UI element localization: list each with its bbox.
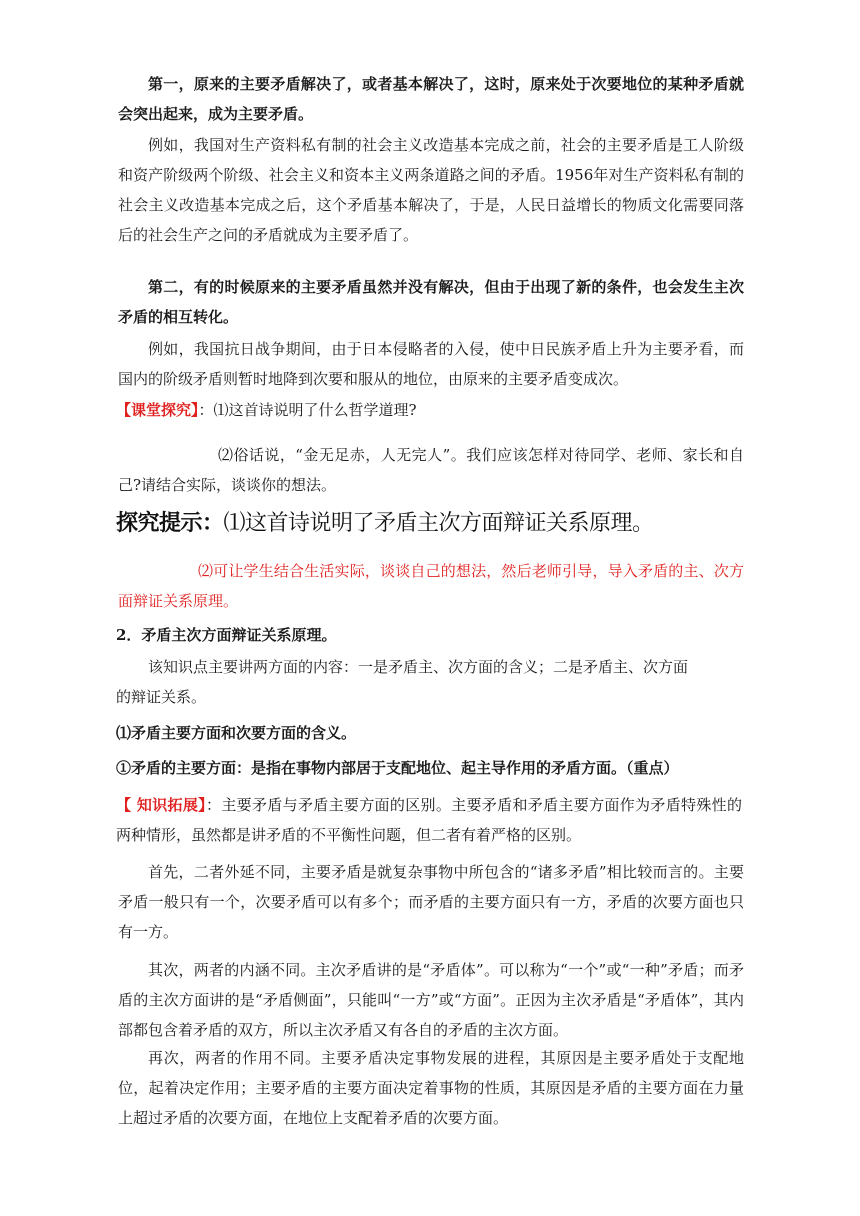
inquiry-hint-label: 探究提示： bbox=[116, 511, 224, 536]
paragraph-example-2: 例如，我国抗日战争期间，由于日本侵略者的入侵，使中日民族矛盾上升为主要矛看，而国内的阶级矛盾则暂时地降到次要和服从的地位，由原来的主要矛盾变成次。 bbox=[118, 340, 744, 388]
section-2-heading: 2．矛盾主次方面辩证关系原理。 bbox=[116, 626, 337, 644]
paragraph-first-case: 第一，原来的主要矛盾解决了，或者基本解决了，这时，原来处于次要地位的某种矛盾就会突出起来，成为主要矛盾。 bbox=[118, 75, 744, 123]
knowledge-extension-label: 【 知识拓展】 bbox=[116, 796, 206, 814]
paragraph-example-1: 例如，我国对生产资料私有制的社会主义改造基本完成之前，社会的主要矛盾是工人阶级和资产阶级两个阶级、社会主义和资本主义两条道路之间的矛盾。1956年对生产资料私有制的社会主义改造基本完成之后，这个矛盾基本解决了，于是，人民日益增长的物质文化需要同落后的社会生产之问的矛盾就成为主要矛盾了。 bbox=[118, 136, 744, 244]
classroom-inquiry bbox=[116, 395, 742, 425]
section-2-desc-line1: 该知识点主要讲两方面的内容：一是矛盾主、次方面的含义；二是矛盾主、次方面 bbox=[148, 658, 689, 676]
classroom-inquiry-label: 【课堂探究】 bbox=[116, 401, 199, 419]
classroom-inquiry-q2: ⑵俗话说，“金无足赤，人无完人”。我们应该怎样对待同学、老师、家长和自己?请结合实际，谈谈你的想法。 bbox=[118, 446, 744, 494]
knowledge-extension-text: ：主要矛盾与矛盾主要方面的区别。主要矛盾和矛盾主要方面作为矛盾特殊性的两种情形，虽然都是讲矛盾的不平衡性问题，但二者有着严格的区别。 bbox=[116, 796, 742, 844]
subsection-1-heading: ⑴矛盾主要方面和次要方面的含义。 bbox=[116, 724, 357, 742]
paragraph-secondly: 其次，两者的内涵不同。主次矛盾讲的是“矛盾体”。可以称为“一个”或“一种”矛盾；而矛盾的主次方面讲的是“矛盾侧面”，只能叫“一方”或“方面”。正因为主次矛盾是“矛盾体”，其内部都包含着矛盾的双方，所以主次矛盾又有各自的矛盾的主次方面。 bbox=[118, 961, 744, 1039]
paragraph-firstly: 首先，二者外延不同，主要矛盾是就复杂事物中所包含的“诸多矛盾”相比较而言的。主要矛盾一般只有一个，次要矛盾可以有多个；而矛盾的主要方面只有一方，矛盾的次要方面也只有一方。 bbox=[118, 863, 744, 941]
inquiry-hint-1: ⑴这首诗说明了矛盾主次方面辩证关系原理。 bbox=[223, 511, 654, 536]
inquiry-hint-2: ⑵可让学生结合生活实际，谈谈自己的想法，然后老师引导，导入矛盾的主、次方面辩证关系原理。 bbox=[118, 562, 744, 610]
inquiry-hint bbox=[116, 509, 654, 539]
section-2-desc-line2: 的辩证关系。 bbox=[116, 688, 207, 706]
classroom-inquiry-q1: ：⑴这首诗说明了什么哲学道理? bbox=[198, 401, 417, 419]
knowledge-extension bbox=[116, 790, 742, 850]
paragraph-thirdly: 再次，两者的作用不同。主要矛盾决定事物发展的进程，其原因是主要矛盾处于支配地位，起着决定作用；主要矛盾的主要方面决定着事物的性质，其原因是矛盾的主要方面在力量上超过矛盾的次要方面，在地位上支配着矛盾的次要方面。 bbox=[118, 1049, 744, 1127]
paragraph-second-case: 第二，有的时候原来的主要矛盾虽然并没有解决，但由于出现了新的条件，也会发生主次矛盾的相互转化。 bbox=[118, 278, 744, 326]
point-1-definition: ①矛盾的主要方面：是指在事物内部居于支配地位、起主导作用的矛盾方面。（重点） bbox=[116, 759, 679, 777]
